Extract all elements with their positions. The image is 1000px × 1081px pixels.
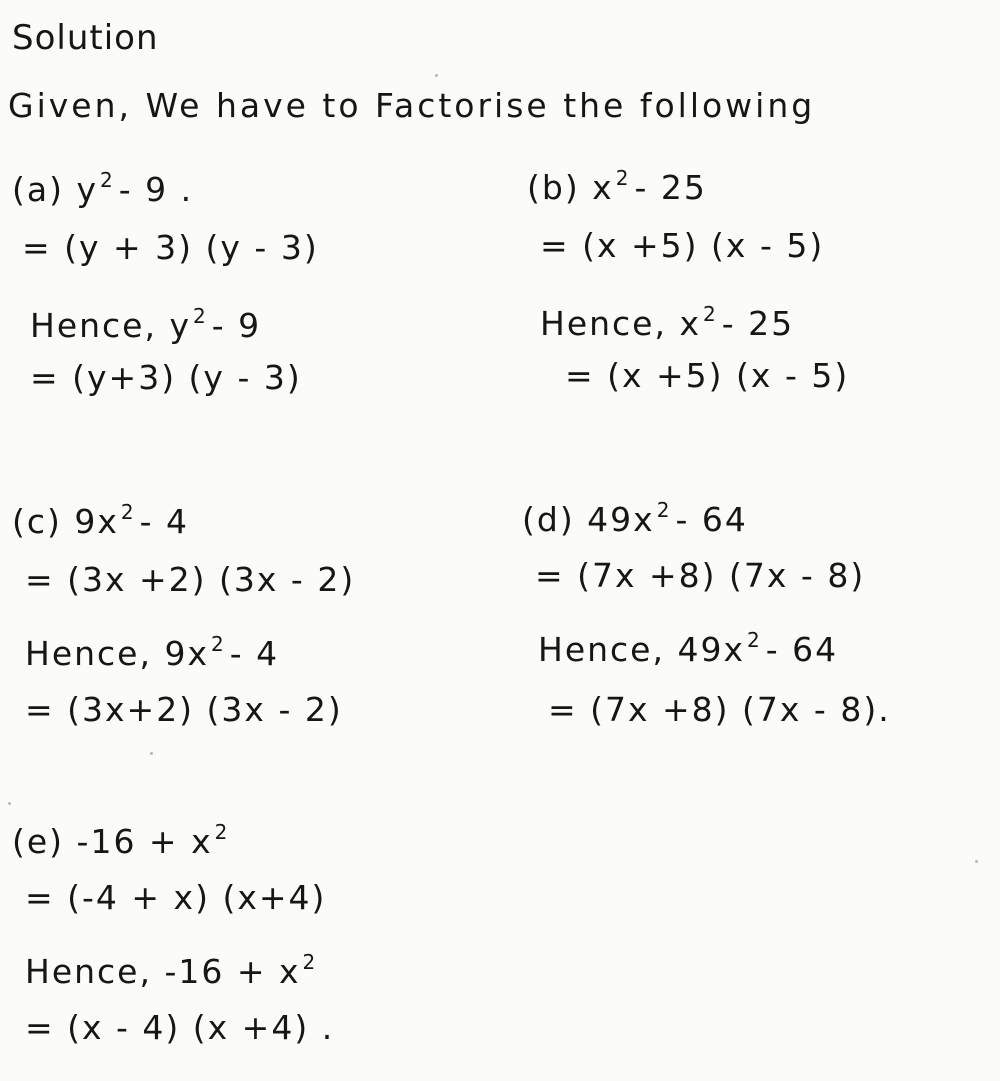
problem-a-step: = (y + 3) (y - 3) <box>22 228 319 267</box>
problem-c-step: = (3x +2) (3x - 2) <box>25 560 356 599</box>
problem-a-expression: (a) y $^2$ - 9 . <box>12 168 194 209</box>
problem-a-answer: = (y+3) (y - 3) <box>30 358 302 397</box>
problem-d-step: = (7x +8) (7x - 8) <box>535 556 866 595</box>
paper-speck <box>435 74 438 77</box>
problem-a-hence: Hence, y $^2$ - 9 <box>30 304 262 345</box>
problem-c-hence: Hence, 9x $^2$ - 4 <box>25 632 280 673</box>
paper-speck <box>8 802 11 805</box>
problem-e-expression: (e) -16 + x $^2$ <box>12 820 228 861</box>
problem-b-answer: = (x +5) (x - 5) <box>565 356 850 395</box>
problem-d-answer: = (7x +8) (7x - 8). <box>548 690 891 729</box>
problem-b-hence: Hence, x $^2$ - 25 <box>540 302 795 343</box>
problem-e-answer: = (x - 4) (x +4) . <box>25 1008 335 1047</box>
problem-b-expression: (b) x $^2$ - 25 <box>527 166 707 207</box>
problem-e-step: = (-4 + x) (x+4) <box>25 878 327 917</box>
solution-heading: Solution <box>12 18 159 58</box>
problem-e-hence: Hence, -16 + x $^2$ <box>25 950 316 991</box>
problem-c-answer: = (3x+2) (3x - 2) <box>25 690 343 729</box>
paper-speck <box>975 860 978 863</box>
problem-d-hence: Hence, 49x $^2$ - 64 <box>538 628 839 669</box>
paper-speck <box>150 752 153 755</box>
problem-c-expression: (c) 9x $^2$ - 4 <box>12 500 190 541</box>
problem-d-expression: (d) 49x $^2$ - 64 <box>522 498 748 539</box>
problem-b-step: = (x +5) (x - 5) <box>540 226 825 265</box>
intro-text: Given, We have to Factorise the following <box>8 86 816 125</box>
